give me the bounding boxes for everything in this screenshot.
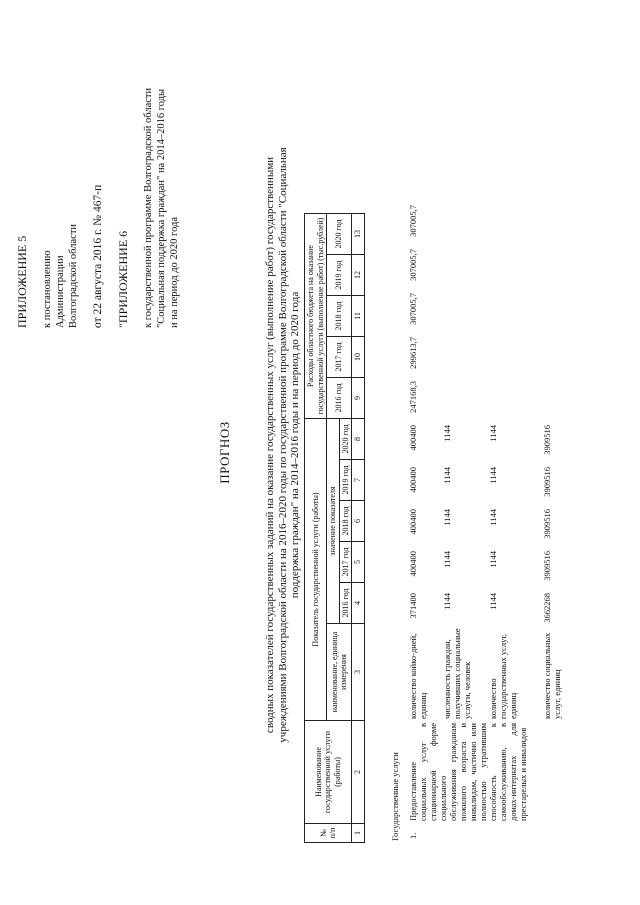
resolution-line-1: к постановлению: [42, 250, 53, 328]
column-number: 5: [352, 542, 365, 583]
column-number: 13: [352, 214, 365, 255]
indicator-value: 3909516: [542, 509, 552, 539]
service-name: Предоставление социальных услуг в стационарной форме социального обслуживания гражданам пожилого возраста и инвалидам, частично или полностью утратившим способность к самообслуживанию, в домах-интернатах для престарелых и инвалидов: [408, 723, 528, 821]
column-number: 9: [352, 378, 365, 419]
indicator-name: численность граждан, получивших социальные услуги, человек: [442, 628, 472, 719]
indicator-value: 1144: [488, 551, 498, 568]
indicator-value: 400400: [408, 509, 418, 535]
indicator-value: 1144: [488, 509, 498, 526]
indicator-value: 400400: [408, 425, 418, 451]
program-line-2: "Социальная поддержка граждан" на 2014–2016 годы: [156, 88, 167, 328]
header-expense-group: Расходы областного бюджета на оказание государственной услуги (выполнение работ) (тыс.рублей): [305, 214, 327, 419]
column-number: 2: [352, 721, 365, 824]
header-indicator-group: Показатель государственной услуги (работы): [305, 419, 327, 721]
resolution-line-2: Администрации: [55, 255, 66, 328]
expense-value: 307005,7: [408, 205, 418, 237]
expense-value: 247168,3: [408, 381, 418, 413]
header-expense-year: 2020 год: [327, 214, 352, 255]
header-value-year: 2020 год: [339, 419, 352, 460]
header-no: № п/п: [305, 824, 352, 843]
indicator-value: 3909516: [542, 551, 552, 581]
indicator-name: количество койко-дней, единиц: [408, 633, 428, 719]
header-expense-year: 2019 год: [327, 255, 352, 296]
header-expense-year: 2017 год: [327, 337, 352, 378]
forecast-table-header: [304, 213, 365, 843]
indicator-value: 1144: [488, 425, 498, 442]
document-title: ПРОГНОЗ: [217, 421, 232, 484]
column-number: 11: [352, 296, 365, 337]
expense-value: 299613,7: [408, 337, 418, 369]
column-number: 10: [352, 337, 365, 378]
indicator-value: 1144: [442, 551, 452, 568]
program-line-3: и на период до 2020 года: [169, 216, 180, 328]
header-value-year: 2016 год: [339, 583, 352, 624]
resolution-date: от 22 августа 2016 г. № 467-п: [92, 184, 104, 328]
header-value-group: значение показателя: [327, 419, 340, 624]
indicator-name: количество социальных услуг, единиц: [542, 632, 562, 719]
indicator-value: 371400: [408, 593, 418, 619]
column-number: 4: [352, 583, 365, 624]
indicator-value: 3909516: [542, 467, 552, 497]
item-number: 1.: [408, 832, 418, 839]
column-number: 8: [352, 419, 365, 460]
header-expense-year: 2016 год: [327, 378, 352, 419]
appendix-label: ПРИЛОЖЕНИЕ 5: [15, 235, 29, 328]
indicator-value: 1144: [442, 509, 452, 526]
header-value-year: 2018 год: [339, 501, 352, 542]
document-subtitle: сводных показателей государственных заданий на оказание государственных услуг (выполнение работ) государственными учреждениями Волгоградской области на 2016–2020 годы по государственной программе Волгоградской области "Социальная поддержка граждан" на 2014–2016 годы и на период до 2020 года: [264, 147, 301, 743]
header-expense-year: 2018 год: [327, 296, 352, 337]
indicator-value: 1144: [488, 467, 498, 484]
program-line-1: к государственной программе Волгоградской области: [143, 87, 154, 328]
column-number: 1: [352, 824, 365, 843]
indicator-value: 400400: [408, 551, 418, 577]
indicator-value: 1144: [442, 425, 452, 442]
column-number: 6: [352, 501, 365, 542]
indicator-value: 1144: [442, 467, 452, 484]
resolution-line-3: Волгоградской области: [68, 223, 79, 328]
header-value-year: 2017 год: [339, 542, 352, 583]
section-label: Государственные услуги: [390, 752, 400, 841]
expense-value: 307005,7: [408, 249, 418, 281]
indicator-value: 1144: [488, 593, 498, 610]
indicator-name: количество государственных услуг, единиц: [488, 633, 518, 719]
appendix6-label: "ПРИЛОЖЕНИЕ 6: [116, 230, 130, 328]
column-number: 12: [352, 255, 365, 296]
column-number: 3: [352, 624, 365, 721]
header-service: Наименование государственной услуги (работы): [305, 721, 352, 824]
indicator-value: 400400: [408, 467, 418, 493]
appendix-header: [16, 8, 181, 328]
header-unit: наименование, единица измерения: [327, 624, 352, 721]
indicator-value: 3909516: [542, 425, 552, 455]
header-value-year: 2019 год: [339, 460, 352, 501]
indicator-value: 1144: [442, 593, 452, 610]
column-number: 7: [352, 460, 365, 501]
indicator-value: 3662268: [542, 593, 552, 623]
expense-value: 307005,7: [408, 293, 418, 325]
